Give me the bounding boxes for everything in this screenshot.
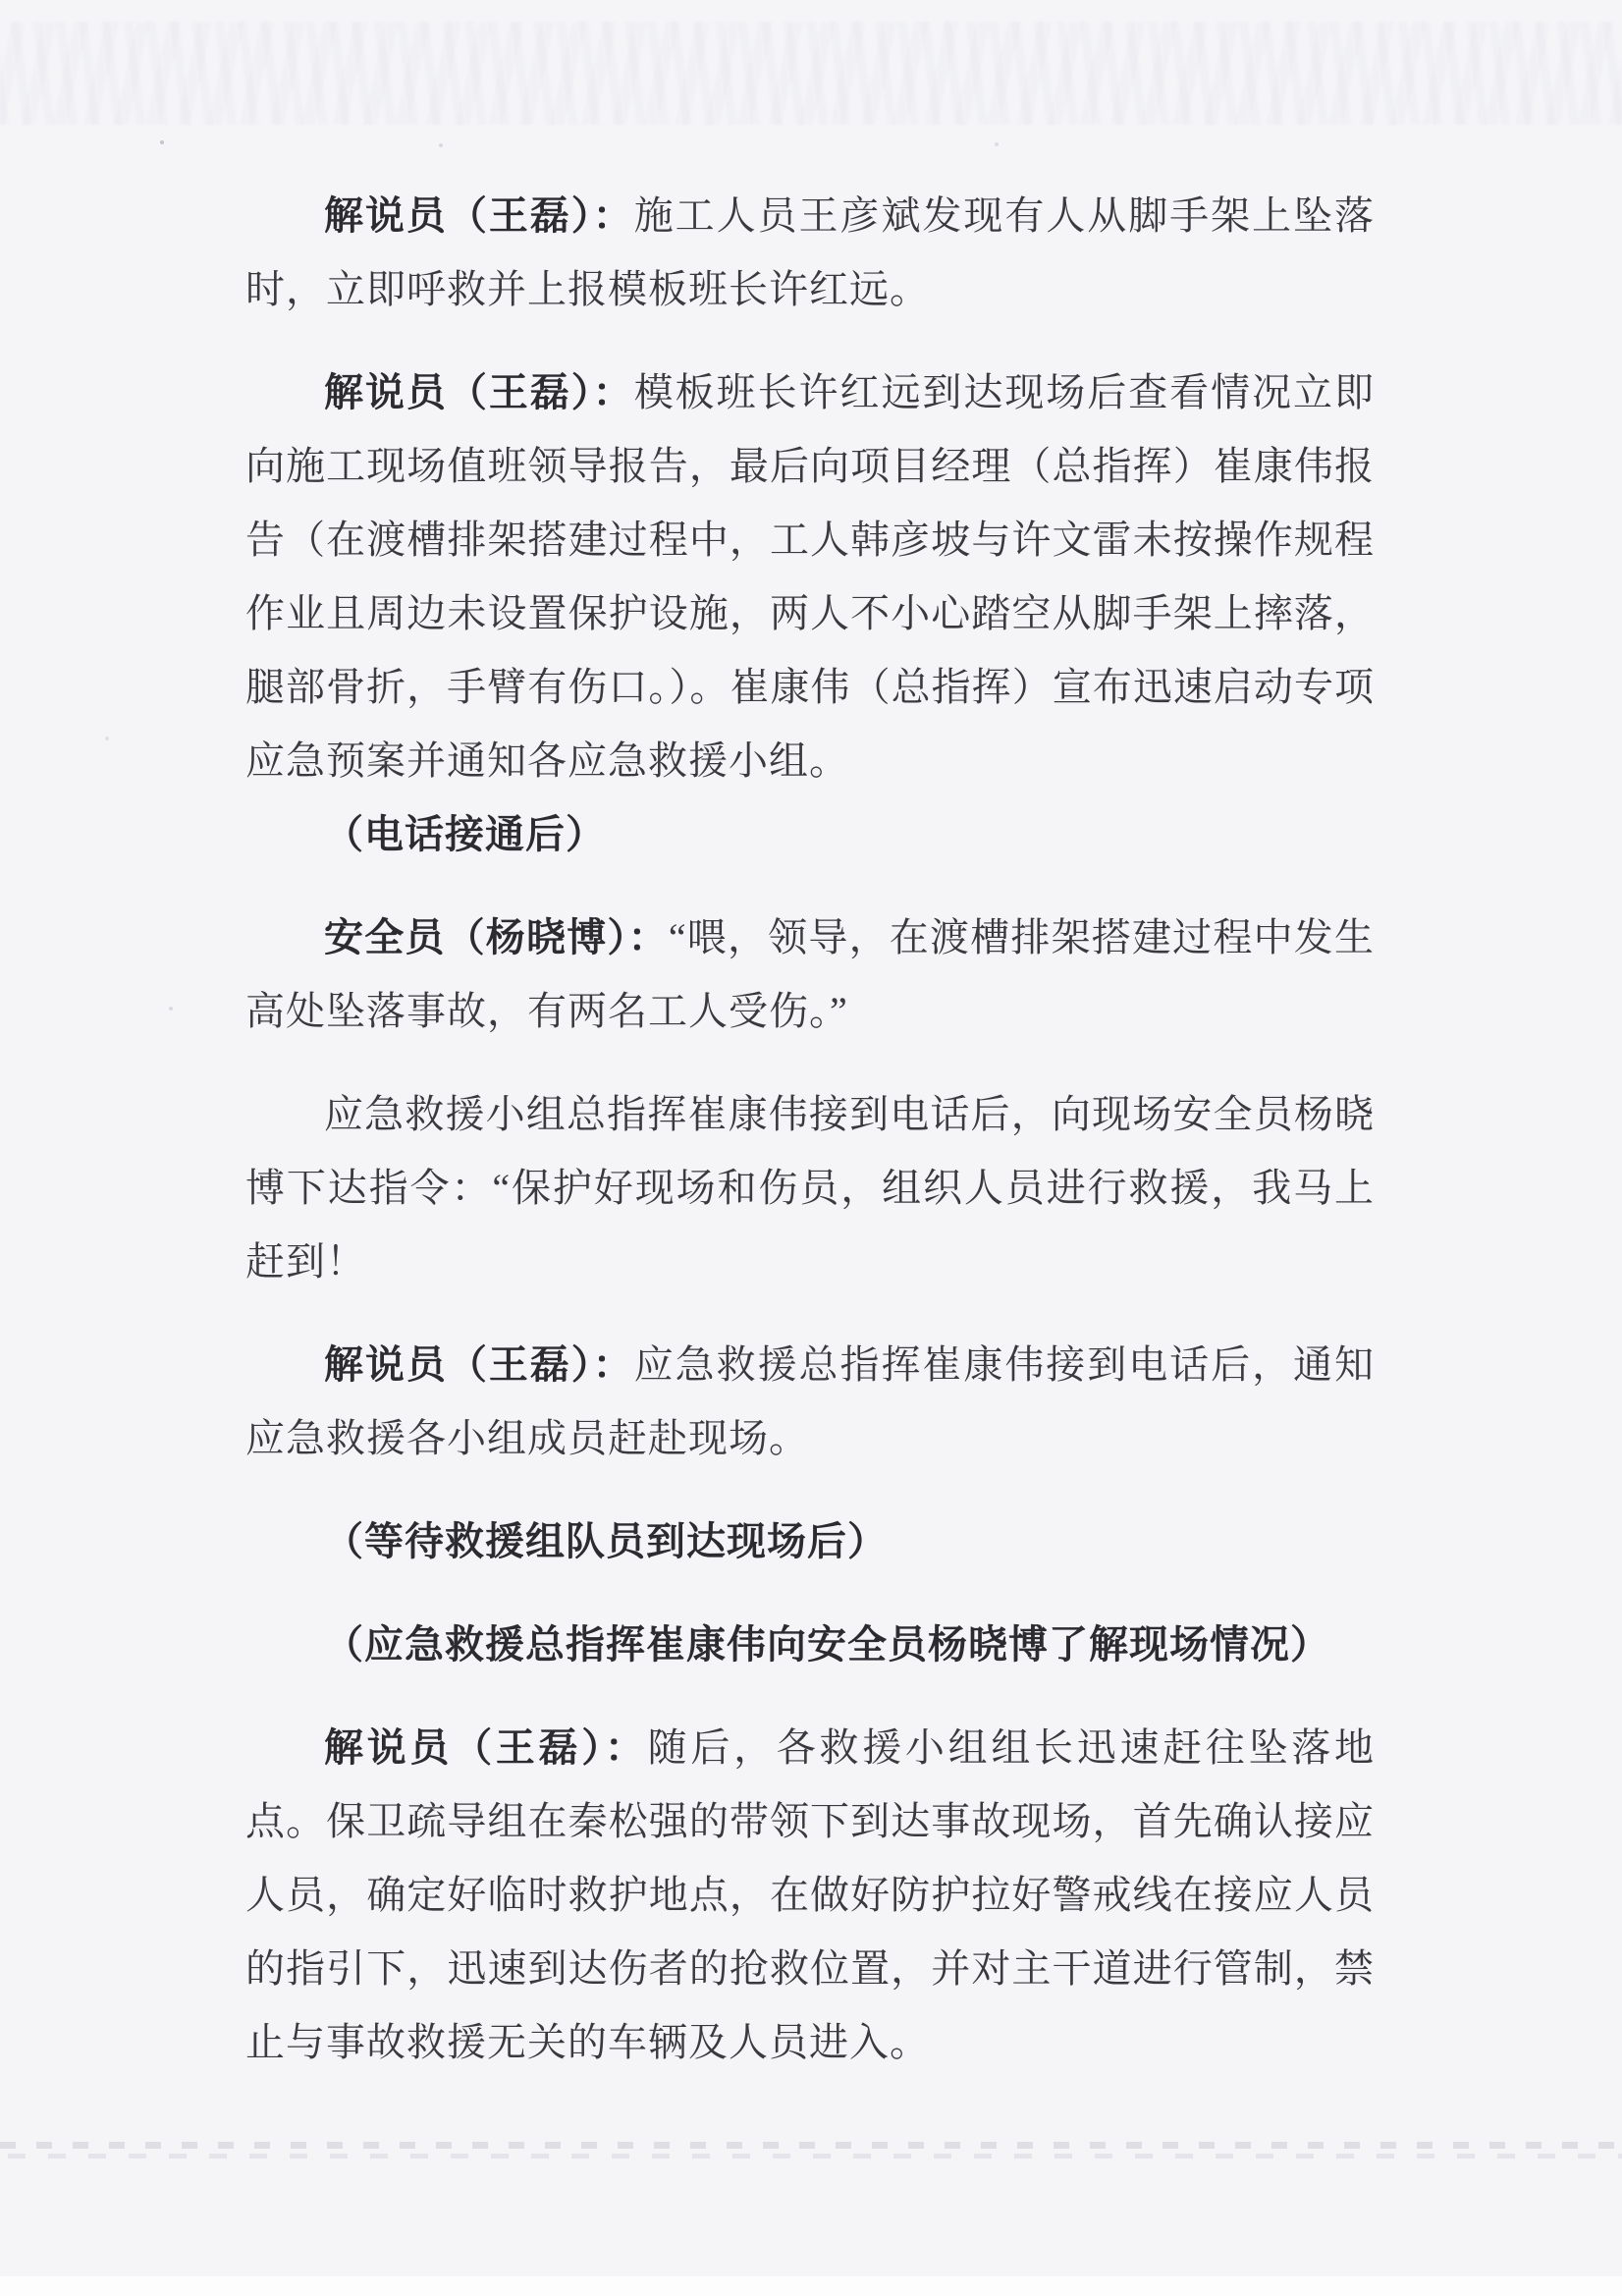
paragraph-text: （电话接通后） xyxy=(324,812,606,856)
script-paragraph xyxy=(245,901,1375,1048)
script-paragraph xyxy=(245,1328,1375,1475)
scan-noise-texture xyxy=(0,22,1622,125)
script-paragraph xyxy=(245,1077,1375,1298)
paragraph-text: 应急救援小组总指挥崔康伟接到电话后，向现场安全员杨晓博下达指令：“保护好现场和伤员，组织人员进行救援，我马上赶到！ xyxy=(245,1092,1375,1284)
paragraph-text: （等待救援组队员到达现场后） xyxy=(324,1519,888,1563)
speaker-label: 安全员（杨晓博）： xyxy=(324,915,669,959)
script-paragraph xyxy=(245,797,1375,871)
script-paragraph xyxy=(245,1711,1375,2079)
speaker-label: 解说员（王磊）： xyxy=(324,370,634,414)
paragraph-text: 随后，各救援小组组长迅速赶往坠落地点。保卫疏导组在秦松强的带领下到达事故现场，首先确认接应人员，确定好临时救护地点，在做好防护拉好警戒线在接应人员的指引下，迅速到达伤者的抢救位置，并对主干道进行管制，禁止与事故救援无关的车辆及人员进入。 xyxy=(245,1725,1376,2064)
paragraph-text: 应急救援总指挥崔康伟接到电话后，通知应急救援各小组成员赶赴现场。 xyxy=(245,1342,1376,1460)
scan-artifact-band xyxy=(0,2142,1622,2149)
script-paragraph xyxy=(245,1608,1375,1681)
script-paragraph xyxy=(245,355,1375,797)
scan-artifact-band xyxy=(0,2154,1622,2159)
script-paragraph xyxy=(245,1504,1375,1578)
document-text-block xyxy=(245,179,1375,2079)
paragraph-text: 施工人员王彦斌发现有人从脚手架上坠落时，立即呼救并上报模板班长许红远。 xyxy=(245,193,1376,311)
scan-speck xyxy=(160,140,164,144)
speaker-label: 解说员（王磊）： xyxy=(324,1725,648,1770)
scan-edge-strip xyxy=(0,2276,1622,2296)
speaker-label: 解说员（王磊）： xyxy=(324,1342,634,1387)
paragraph-text: 模板班长许红远到达现场后查看情况立即向施工现场值班领导报告，最后向项目经理（总指挥）崔康伟报告（在渡槽排架搭建过程中，工人韩彦坡与许文雷未按操作规程作业且周边未设置保护设施，两人不小心踏空从脚手架上摔落，腿部骨折，手臂有伤口。）。崔康伟（总指挥）宣布迅速启动专项应急预案并通知各应急救援小组。 xyxy=(245,370,1376,783)
scan-speck xyxy=(169,1007,173,1011)
paragraph-text: “喂，领导，在渡槽排架搭建过程中发生高处坠落事故，有两名工人受伤。” xyxy=(245,915,1375,1033)
scan-speck xyxy=(995,142,999,146)
scan-speck xyxy=(439,143,443,147)
scan-speck xyxy=(105,737,109,740)
paragraph-text: （应急救援总指挥崔康伟向安全员杨晓博了解现场情况） xyxy=(324,1622,1330,1667)
script-paragraph xyxy=(245,179,1375,326)
speaker-label: 解说员（王磊）： xyxy=(324,193,634,238)
